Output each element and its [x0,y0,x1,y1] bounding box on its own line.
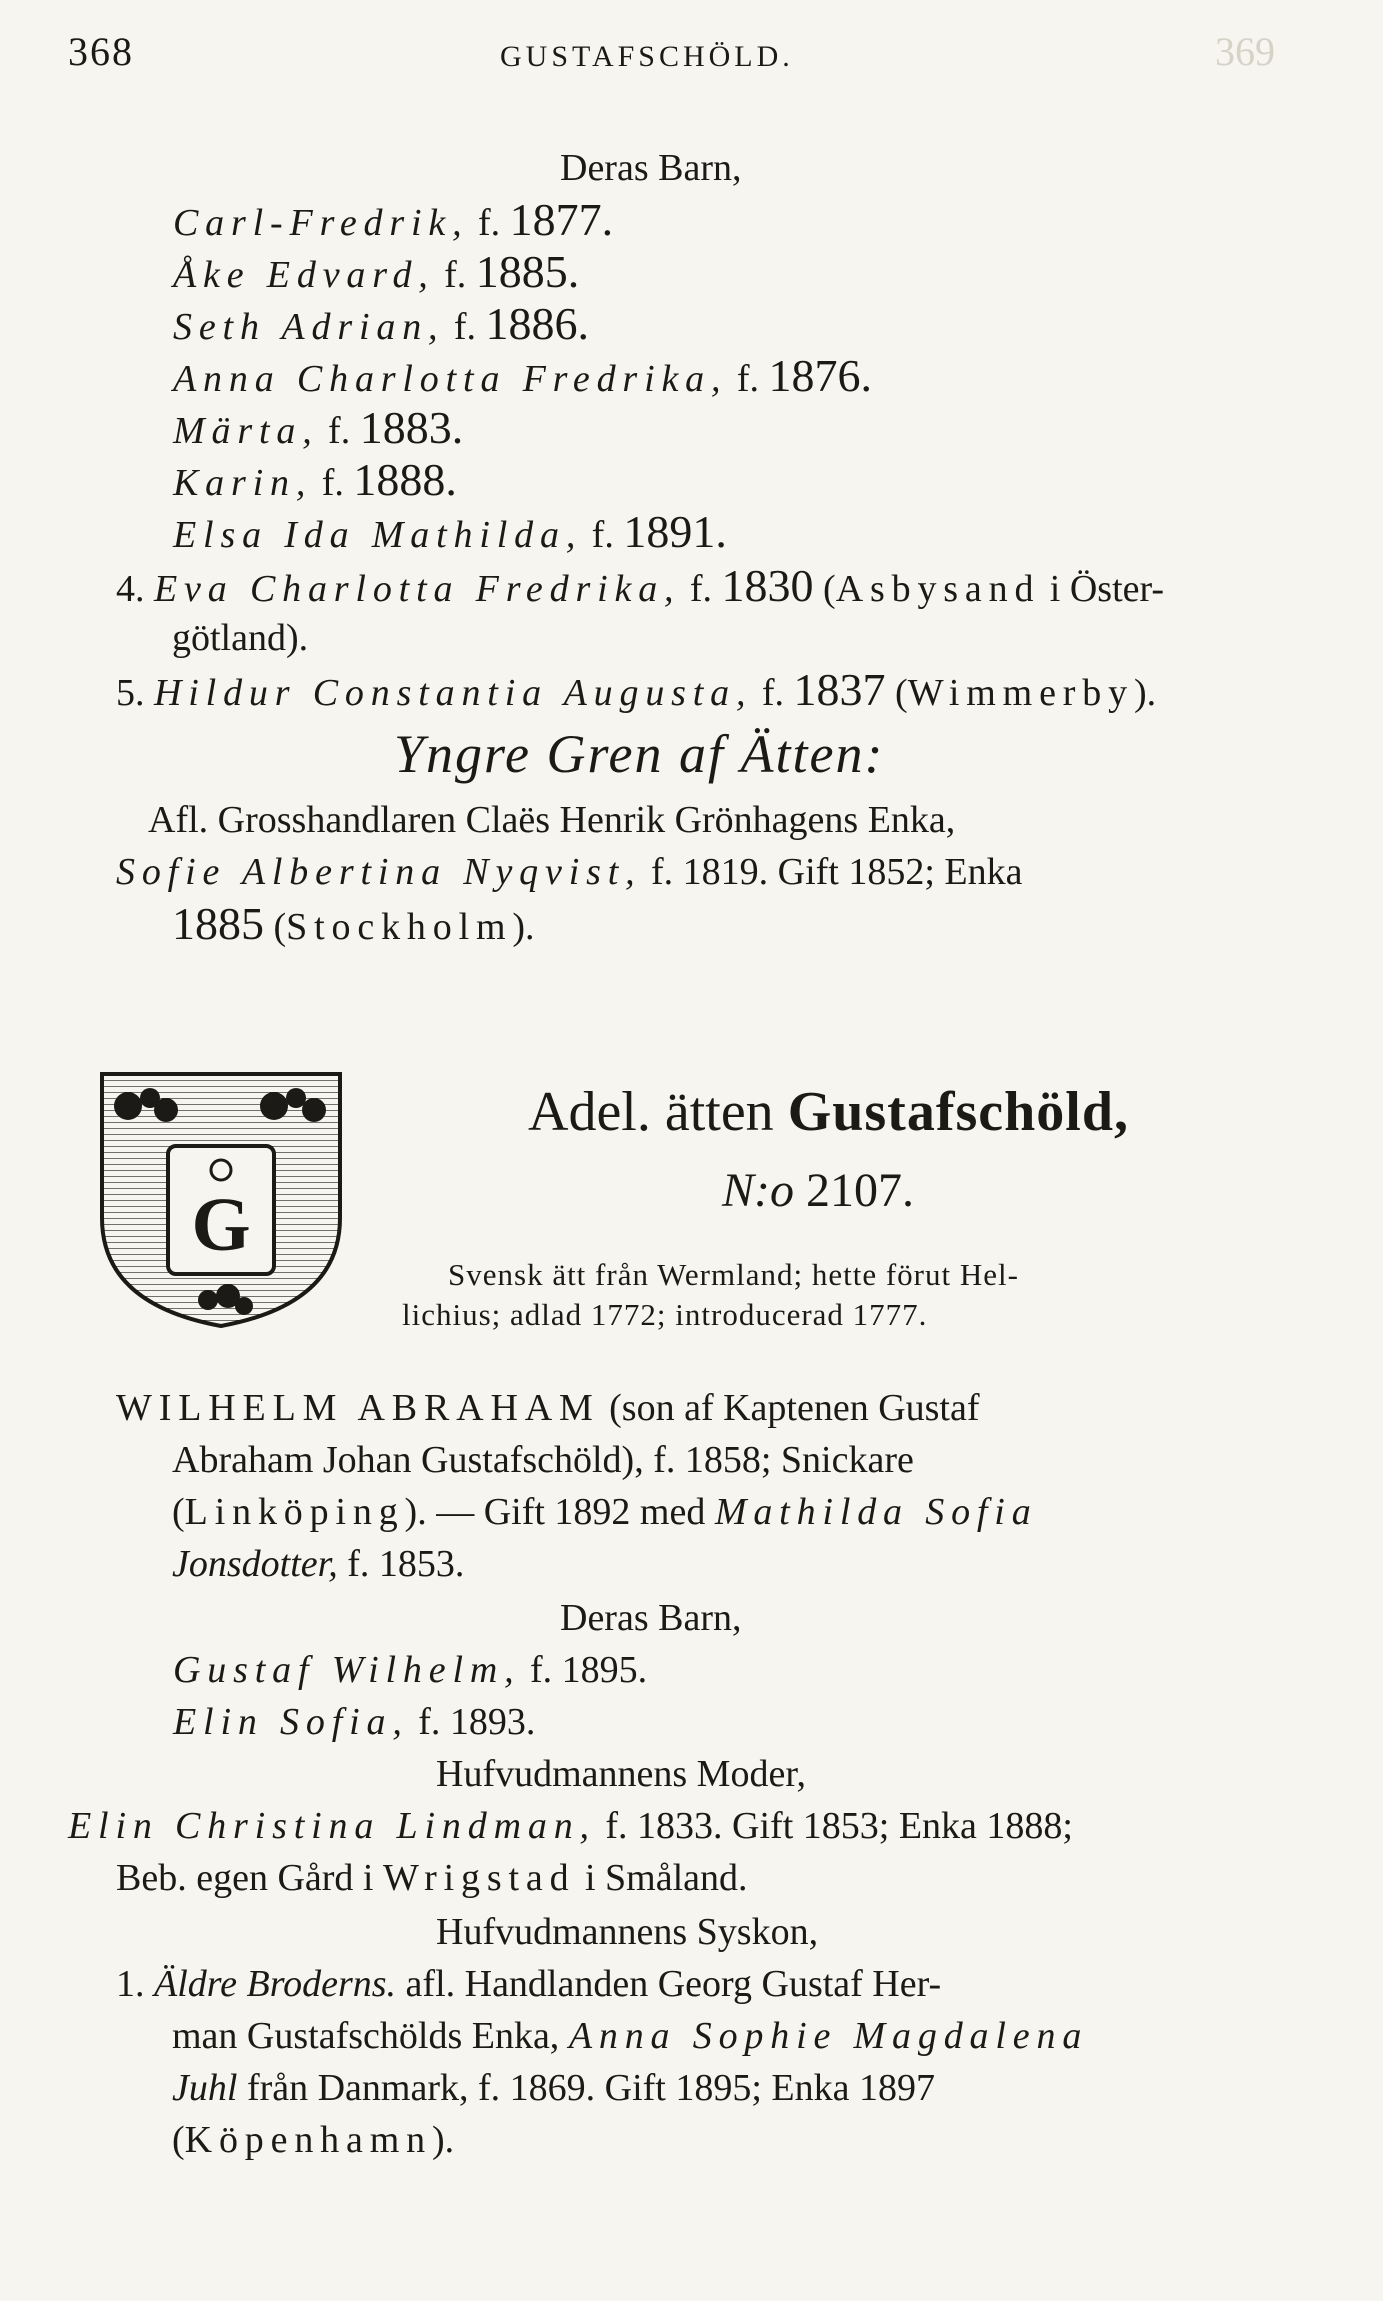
person-name: Elin Christina Lindman, [68,1805,596,1847]
child-year: 1888. [353,454,457,505]
born-marker: f. [453,306,477,348]
mother-details: f. 1833. Gift 1853; Enka 1888; [605,1805,1073,1847]
sibling-entry-line [172,2116,454,2164]
birth-year: 1830 [721,560,814,611]
page-header [68,28,1315,88]
mother-entry-line [116,1854,748,1902]
born-marker: f. [761,672,785,714]
place: Linköping [184,1491,405,1533]
adel-prefix: Adel. ätten [528,1081,774,1143]
page-number: 368 [68,29,134,74]
person-surname: Juhl [172,2067,238,2109]
sibling-details: man Gustafschölds Enka, [172,2015,560,2057]
child-name: Märta, [173,410,319,452]
mother-heading: Hufvudmannens Moder, [436,1753,806,1795]
section-heading: Yngre Gren af Ätten: [394,724,885,784]
born-marker: f. [736,358,760,400]
branch-details: f. 1819. Gift 1852; Enka [650,851,1023,893]
head-entry-line [172,1540,464,1588]
children-heading: Deras Barn, [560,147,742,189]
year: 1885 [172,898,264,949]
sibling-entry-line [172,2064,935,2112]
head-entry-line: Abraham Johan Gustafschöld), f. 1858; Snickare [172,1439,914,1481]
continuation-line: götland). [172,617,309,659]
monogram-letter: G [191,1183,251,1267]
branch-line [172,900,535,951]
born-marker: f. [321,462,344,504]
child-entry [173,508,727,559]
child-year: 1876. [768,350,873,401]
born-marker: f. [591,514,614,556]
child-entry [173,300,589,351]
entry-number: 4. [116,568,145,610]
child-name: Gustaf Wilhelm, [173,1649,521,1691]
child-birth: f. 1895. [530,1649,648,1691]
sibling-entry-line [172,2012,1088,2060]
family-description: Svensk ätt från Wermland; hette förut Hel- [448,1257,1019,1292]
branch-line [116,848,1023,896]
entry-number: 5. [116,672,145,714]
place: Wrigstad [382,1857,576,1899]
birth-year: 1837 [793,664,886,715]
mother-entry [68,1802,1073,1850]
wife-surname: Jonsdotter, [172,1543,338,1585]
person-name: Sofie Albertina Nyqvist, [116,851,642,893]
child-name: Carl-Fredrik, [173,202,469,244]
child-entry [173,248,579,299]
parentage: (son af Kaptenen Gustaf [609,1387,980,1429]
paren: ( [172,1491,185,1533]
residence-text: Beb. egen Gård i [116,1857,374,1899]
person-name: WILHELM ABRAHAM [116,1387,600,1429]
born-marker: f. [328,410,351,452]
birthplace: Asbysand [835,568,1041,610]
child-year: 1886. [485,298,590,349]
born-marker: f. [689,568,713,610]
number-value: 2107. [806,1164,914,1217]
facing-page-number: 369 [1215,29,1275,74]
born-marker: f. [444,254,467,296]
family-number [722,1162,914,1220]
relation-label: Äldre Broderns. [154,1963,397,2005]
child-name: Karin, [173,462,313,504]
residence-region: i Småland. [584,1857,748,1899]
child-name: Elin Sofia, [173,1701,409,1743]
paren: ). [1133,672,1157,714]
child-name: Seth Adrian, [173,306,445,348]
paren: ). [431,2119,455,2161]
child-entry [173,456,457,507]
child-entry [173,196,613,247]
head-entry-line [172,1488,1038,1536]
child-entry [173,1646,647,1694]
wife-birth: f. 1853. [347,1543,465,1585]
person-name: Hildur Constantia Augusta, [154,672,753,714]
family-description: lichius; adlad 1772; introducerad 1777. [402,1297,928,1332]
place: Köpenhamn [184,2119,432,2161]
branch-line: Afl. Grosshandlaren Claës Henrik Grönhagens Enka, [148,799,956,841]
child-entry [173,1698,535,1746]
children-heading: Deras Barn, [560,1597,742,1639]
siblings-heading: Hufvudmannens Syskon, [436,1911,819,1953]
child-entry [173,404,463,455]
family-title [528,1078,1129,1146]
child-name: Åke Edvard, [173,254,435,296]
birthplace-rest: i Öster- [1049,568,1165,610]
head-entry [116,1384,980,1432]
paren: ( [895,672,908,714]
sibling-entry [116,1960,941,2008]
coat-of-arms-illustration [98,1068,344,1330]
sibling-entry-5 [116,666,1156,717]
child-year: 1877. [509,194,614,245]
child-name: Anna Charlotta Fredrika, [173,358,728,400]
wife-name: Mathilda Sofia [714,1491,1038,1533]
paren: ( [172,2119,185,2161]
paren: ( [273,906,287,948]
child-year: 1891. [623,506,727,557]
entry-number: 1. [116,1963,145,2005]
place: Stockholm [286,906,513,948]
child-birth: f. 1893. [418,1701,536,1743]
person-name: Eva Charlotta Fredrika, [154,568,681,610]
sibling-details: från Danmark, f. 1869. Gift 1895; Enka 1897 [246,2067,936,2109]
child-name: Elsa Ida Mathilda, [173,514,583,556]
child-year: 1883. [359,402,464,453]
child-entry [173,352,872,403]
marriage-text: ). — Gift 1892 med [404,1491,706,1533]
sibling-entry-4 [116,562,1164,613]
running-title: GUSTAFSCHÖLD. [500,40,794,73]
paren: ( [823,568,836,610]
birthplace: Wimmerby [907,672,1134,714]
number-label: N:o [722,1164,794,1217]
child-year: 1885. [475,246,580,297]
person-name: Anna Sophie Magdalena [568,2015,1089,2057]
paren: ). [512,906,535,948]
born-marker: f. [477,202,501,244]
sibling-details: afl. Handlanden Georg Gustaf Her- [405,1963,942,2005]
family-name: Gustafschöld, [787,1081,1129,1143]
